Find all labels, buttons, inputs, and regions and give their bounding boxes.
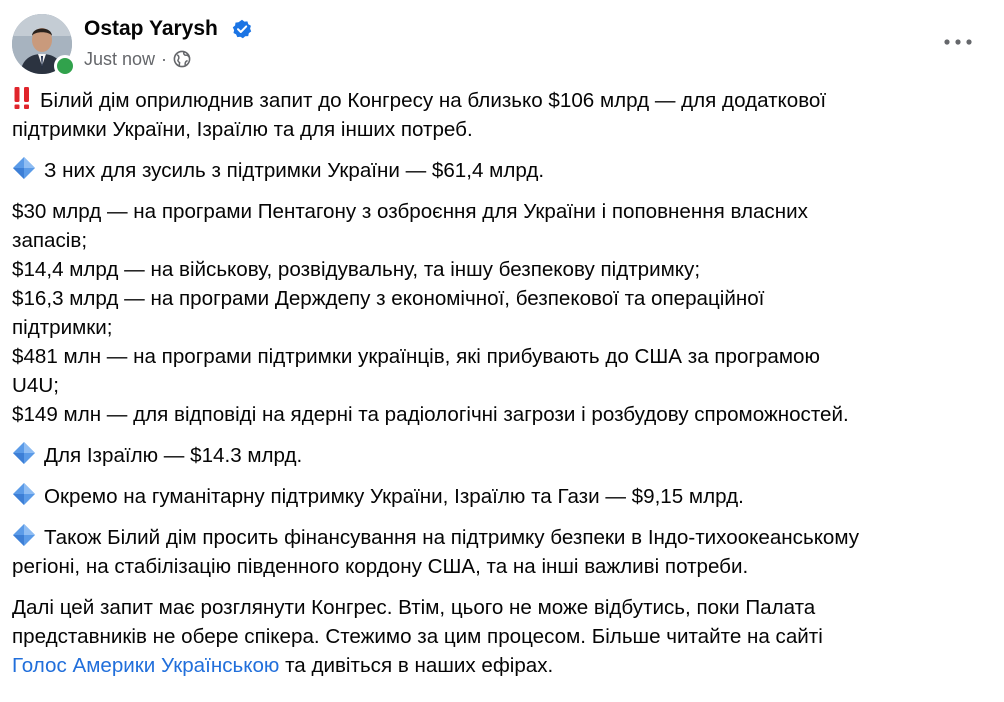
verified-badge-icon (232, 19, 252, 39)
post-meta (84, 47, 191, 71)
more-options-button[interactable] (938, 28, 978, 56)
more-horizontal-icon (943, 38, 973, 46)
paragraph-closing (12, 593, 987, 680)
voa-ukrainian-link[interactable]: Голос Америки Українською (12, 654, 280, 677)
blue-diamond-icon (12, 441, 36, 465)
paragraph-indo-pacific (12, 523, 987, 581)
author-name[interactable]: Ostap Yarysh (84, 17, 218, 40)
breakdown-line: $481 млн — на програми підтримки українців, які прибувають до США за програмою (12, 345, 820, 368)
text-line (12, 651, 987, 680)
text-line (12, 482, 987, 511)
breakdown-line: $30 млрд — на програми Пентагону з озброєння для України і поповнення власних (12, 200, 808, 223)
text-line (12, 156, 987, 185)
text-line-content: Білий дім оприлюднив запит до Конгресу на близько $106 млрд — для додаткової (40, 89, 827, 112)
blue-diamond-icon (12, 156, 36, 180)
post-timestamp[interactable]: Just now (84, 48, 156, 69)
text-line-content: та дивіться в наших ефірах. (279, 654, 554, 677)
meta-separator: · (161, 48, 168, 69)
breakdown-line: U4U; (12, 374, 59, 397)
text-line: Далі цей запит має розглянути Конгрес. Втім, цього не може відбутись, поки Палата (12, 596, 816, 619)
text-line: підтримки України, Ізраїлю та для інших потреб. (12, 118, 473, 141)
paragraph-intro (12, 86, 987, 144)
text-line-content: Для Ізраїлю — $14.3 млрд. (44, 444, 303, 467)
post-header (0, 0, 1004, 84)
paragraph-ukraine-total (12, 156, 987, 185)
breakdown-line: $14,4 млрд — на військову, розвідувальну, та іншу безпекову підтримку; (12, 258, 701, 281)
text-line-content: З них для зусиль з підтримки України — $61,4 млрд. (44, 159, 545, 182)
breakdown-line: $149 млн — для відповіді на ядерні та радіологічні загрози і розбудову спроможностей. (12, 403, 849, 426)
globe-icon[interactable] (173, 50, 191, 68)
paragraph-israel (12, 441, 987, 470)
double-exclamation-icon (12, 86, 32, 110)
blue-diamond-icon (12, 482, 36, 506)
breakdown-line: підтримки; (12, 316, 113, 339)
blue-diamond-icon (12, 523, 36, 547)
text-line: представників не обере спікера. Стежимо за цим процесом. Більше читайте на сайті (12, 625, 823, 648)
text-line (12, 441, 987, 470)
text-line-content: Також Білий дім просить фінансування на підтримку безпеки в Індо-тихоокеанському (44, 526, 860, 549)
text-line (12, 523, 987, 552)
text-line (12, 86, 987, 115)
breakdown-line: $16,3 млрд — на програми Держдепу з економічної, безпекової та операційної (12, 287, 765, 310)
text-line: регіоні, на стабілізацію південного кордону США, та на інші важливі потреби. (12, 555, 749, 578)
online-status-indicator (54, 55, 76, 77)
post-text (12, 86, 987, 680)
paragraph-breakdown (12, 197, 987, 429)
text-line-content: Окремо на гуманітарну підтримку України, Ізраїлю та Гази — $9,15 млрд. (44, 485, 744, 508)
paragraph-humanitarian (12, 482, 987, 511)
breakdown-line: запасів; (12, 229, 88, 252)
